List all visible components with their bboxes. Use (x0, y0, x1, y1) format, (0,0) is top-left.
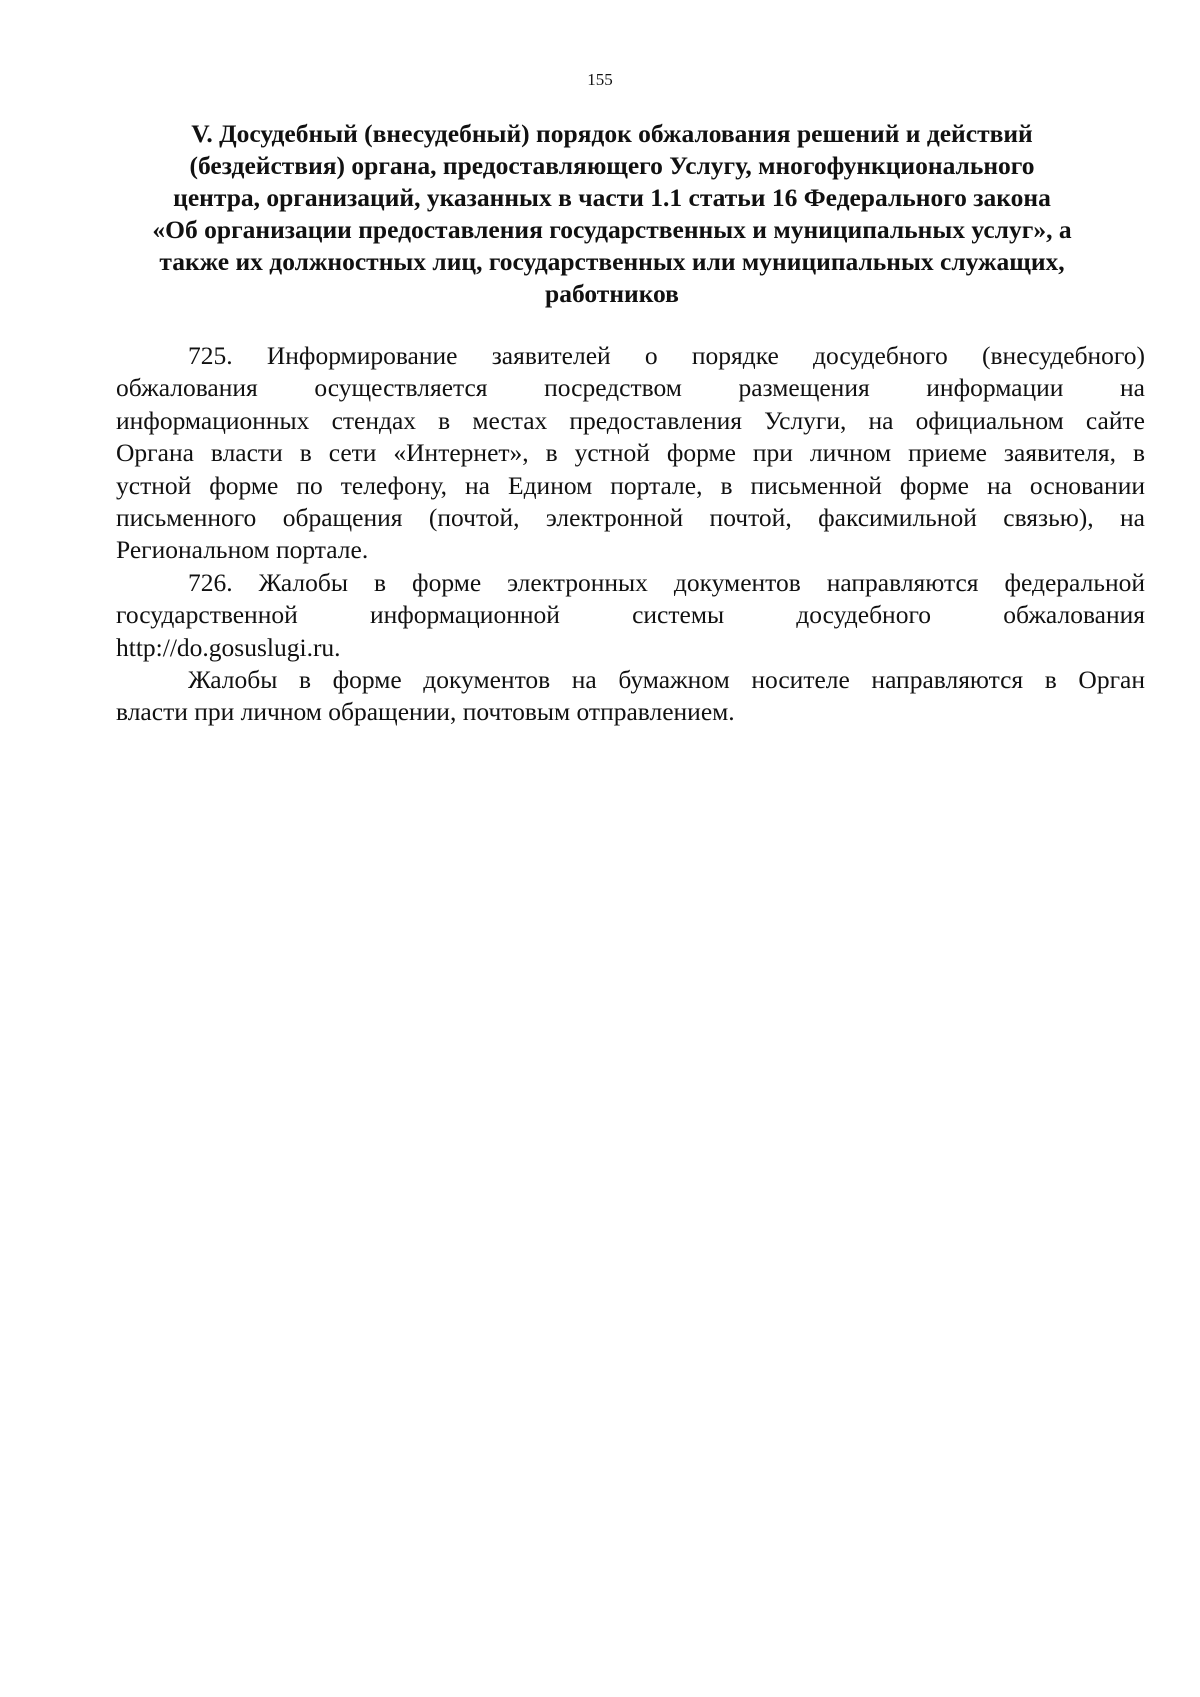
heading-line: также их должностных лиц, государственных или муниципальных служащих, (159, 247, 1065, 276)
paragraph-line: Органа власти в сети «Интернет», в устной форме при личном приеме заявителя, в (116, 438, 1145, 468)
document-body (116, 340, 1145, 729)
heading-line: (бездействия) органа, предоставляющего Услугу, многофункционального (189, 151, 1035, 180)
paragraph-line: власти при личном обращении, почтовым отправлением. (116, 697, 735, 727)
paragraph-paper-complaints (116, 664, 1145, 729)
paragraph-line: Жалобы в форме документов на бумажном носителе направляются в Орган (188, 664, 1145, 694)
section-heading (112, 118, 1112, 310)
heading-line: работников (545, 279, 679, 308)
paragraph-line: 726. Жалобы в форме электронных документов направляются федеральной (188, 567, 1145, 597)
heading-line: «Об организации предоставления государственных и муниципальных услуг», а (152, 215, 1072, 244)
paragraph-line: устной форме по телефону, на Едином портале, в письменной форме на основании (116, 470, 1145, 500)
paragraph-line: информационных стендах в местах предоставления Услуги, на официальном сайте (116, 405, 1145, 435)
heading-line: центра, организаций, указанных в части 1.1 статьи 16 Федерального закона (173, 183, 1051, 212)
heading-line: V. Досудебный (внесудебный) порядок обжалования решений и действий (191, 119, 1033, 148)
paragraph-line: Региональном портале. (116, 535, 369, 565)
paragraph-line: государственной информационной системы досудебного обжалования (116, 600, 1145, 630)
paragraph-line: http://do.gosuslugi.ru. (116, 632, 341, 662)
paragraph-line: 725. Информирование заявителей о порядке досудебного (внесудебного) (188, 341, 1145, 370)
page-number: 155 (587, 70, 613, 89)
paragraph-line: обжалования осуществляется посредством размещения информации на (116, 373, 1145, 403)
paragraph-726 (116, 567, 1145, 664)
paragraph-725 (116, 340, 1145, 567)
paragraph-line: письменного обращения (почтой, электронной почтой, факсимильной связью), на (116, 502, 1145, 532)
